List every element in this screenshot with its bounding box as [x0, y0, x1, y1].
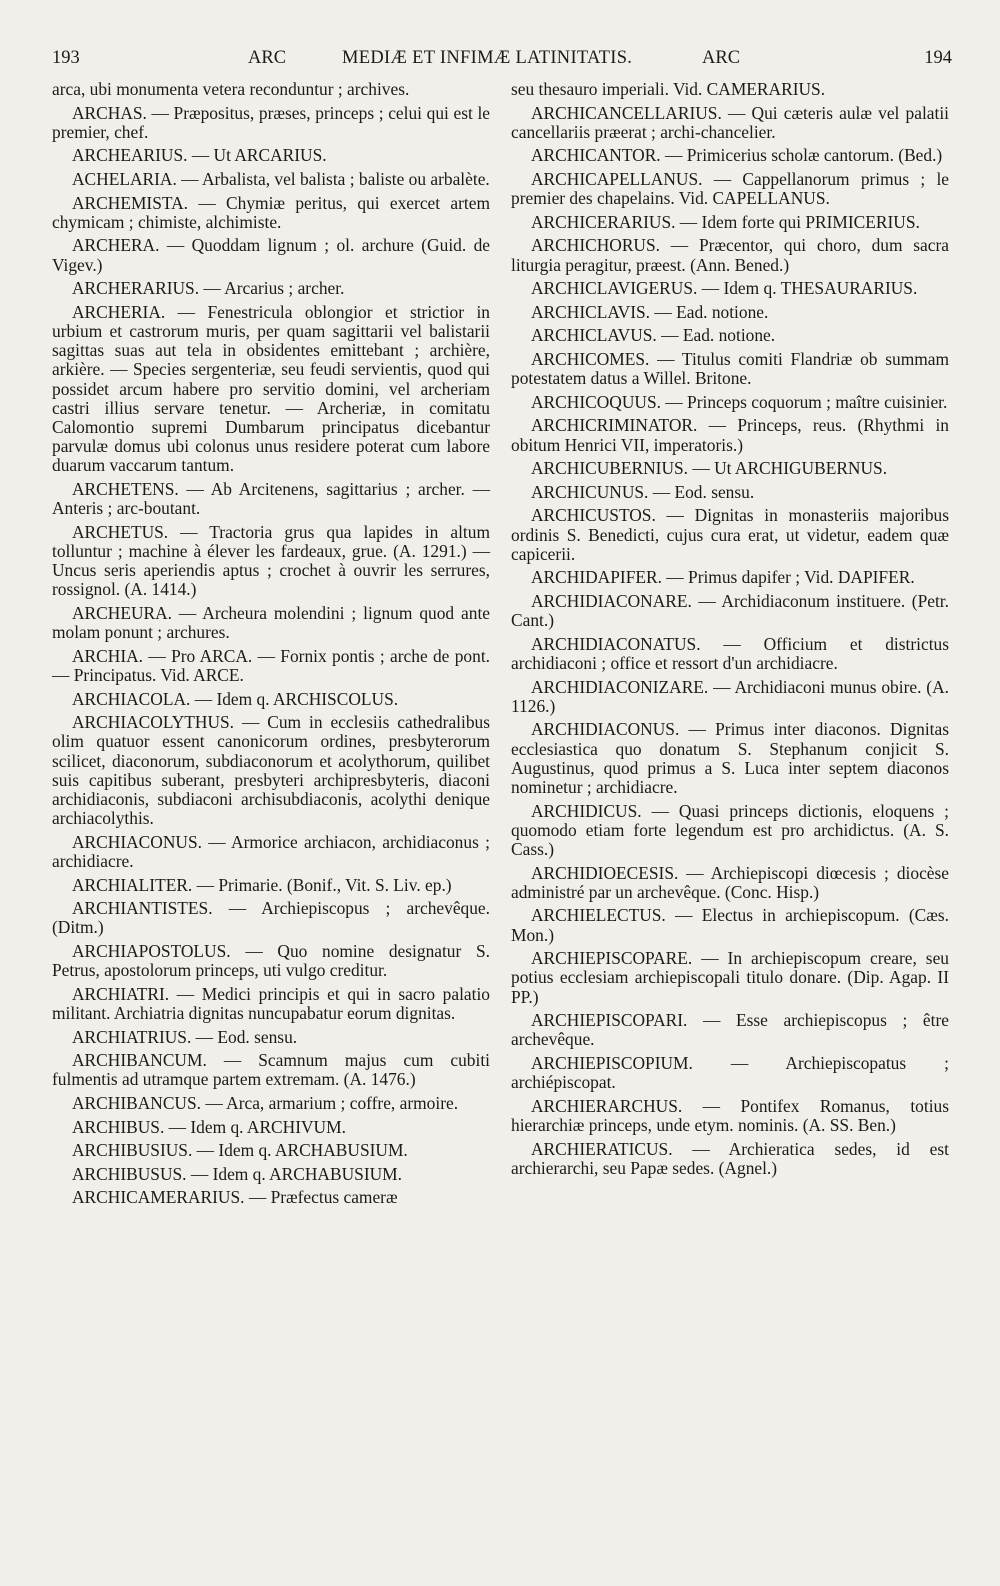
left-key-word: ARC — [248, 48, 287, 68]
dictionary-entry: ARCHIERATICUS. — Archieratica sedes, id est archierarchi, seu Papæ sedes. (Agnel.) — [511, 1138, 949, 1178]
dictionary-entry: ARCHICAMERARIUS. — Præfectus cameræ — [72, 1187, 398, 1208]
dictionary-entry: ARCHIEPISCOPARE. — In archiepiscopum creare, seu potius ecclesiam archiepiscopali titulo donare. (Dip. Agap. II PP.) — [511, 948, 949, 1007]
dictionary-entry: ARCHICUNUS. — Eod. sensu. — [531, 481, 755, 502]
dictionary-entry: ARCHERA. — Quoddam lignum ; ol. archure (Guid. de Vigev.) — [52, 235, 490, 275]
dictionary-entry: ARCHIDICUS. — Quasi princeps dictionis, eloquens ; quomodo etiam forte legendum est pro archidictus. (A. S. Cass.) — [511, 800, 949, 859]
dictionary-entry: ARCHICERARIUS. — Idem forte qui PRIMICERIUS. — [531, 211, 920, 232]
dictionary-entry: ARCHICLAVIS. — Ead. notione. — [531, 301, 769, 322]
dictionary-entry: ARCHICLAVUS. — Ead. notione. — [531, 325, 776, 346]
right-key-word: ARC — [702, 48, 741, 68]
dictionary-entry: seu thesauro imperiali. Vid. CAMERARIUS. — [511, 79, 826, 99]
dictionary-entry: ARCHIBANCUS. — Arca, armarium ; coffre, armoire. — [72, 1092, 459, 1113]
dictionary-entry: ARCHIDIACONATUS. — Officium et districtus archidiaconi ; office et ressort d'un archidiacre. — [511, 633, 949, 673]
dictionary-entry: ARCHERIA. — Fenestricula oblongior et strictior in urbium et castrorum muris, per quam sagittarii vel balistarii sagittas suas aut tela in obsidentes emittebant ; archière, arkière. — Species sergenteriæ, seu feudi servientis, quod qui possidet arcum habere pro servitio domini, vel archeriam castri illius servare tenetur. — Archeriæ, in comitatu Calomontio supremi Dumbarum principatus dicebantur parvulæ domus ubi colonus unus residere poterat cum labore duarum vaccarum tantum. — [52, 301, 490, 476]
dictionary-entry: ARCHIACOLYTHUS. — Cum in ecclesiis cathedralibus olim quatuor essent canonicorum ordines, presbyterorum scilicet, diaconorum, subdiaconorum et acolythorum, quilibet suis capitibus suberant, presbyteri archipresbyteris, diaconi archidiaconis, subdiaconi archisubdiaconis, acolythi denique archiacolythis. — [52, 712, 490, 829]
dictionary-entry: ARCHIEPISCOPIUM. — Archiepiscopatus ; archiépiscopat. — [511, 1052, 949, 1093]
dictionary-entry: ARCHERARIUS. — Arcarius ; archer. — [72, 278, 345, 299]
dictionary-entry: ARCHIDIACONUS. — Primus inter diaconos. Dignitas ecclesiastica quo donatum S. Stephanum conjicit S. Augustinus, quod primus a S. Luca inter septem diaconos nominetur ; archidiacre. — [511, 719, 949, 797]
dictionary-entry: ARCHICAPELLANUS. — Cappellanorum primus ; le premier des chapelains. Vid. CAPELLANUS. — [511, 168, 949, 209]
dictionary-entry: ARCHIBUSUS. — Idem q. ARCHABUSIUM. — [72, 1163, 402, 1184]
dictionary-entry: ARCHIANTISTES. — Archiepiscopus ; archevêque. (Ditm.) — [52, 898, 490, 938]
dictionary-entry: ARCHIBUS. — Idem q. ARCHIVUM. — [72, 1116, 346, 1137]
dictionary-entry: ACHELARIA. — Arbalista, vel balista ; baliste ou arbalète. — [72, 168, 490, 189]
dictionary-entry: ARCHIA. — Pro ARCA. — Fornix pontis ; arche de pont. — Principatus. Vid. ARCE. — [52, 645, 490, 685]
dictionary-entry: ARCHIACOLA. — Idem q. ARCHISCOLUS. — [72, 688, 399, 709]
dictionary-entry: ARCHIEPISCOPARI. — Esse archiepiscopus ; être archevêque. — [511, 1010, 949, 1050]
dictionary-entry: ARCHIDIACONARE. — Archidiaconum instituere. (Petr. Cant.) — [511, 590, 949, 631]
left-column — [52, 80, 490, 1212]
dictionary-entry: ARCHICOQUUS. — Princeps coquorum ; maître cuisinier. — [531, 391, 948, 412]
dictionary-entry: ARCHIDIACONIZARE. — Archidiaconi munus obire. (A. 1126.) — [511, 676, 949, 716]
dictionary-entry: ARCHIACONUS. — Armorice archiacon, archidiaconus ; archidiacre. — [52, 831, 490, 871]
dictionary-entry: ARCHIBUSIUS. — Idem q. ARCHABUSIUM. — [72, 1140, 408, 1161]
running-header — [52, 48, 952, 74]
dictionary-entry: ARCHETENS. — Ab Arcitenens, sagittarius ; archer. — Anteris ; arc-boutant. — [52, 478, 490, 519]
dictionary-entry: ARCHEARIUS. — Ut ARCARIUS. — [72, 145, 327, 166]
dictionary-entry: arca, ubi monumenta vetera reconduntur ; archives. — [52, 79, 410, 99]
left-page-number: 193 — [52, 48, 80, 68]
dictionary-entry: ARCHIELECTUS. — Electus in archiepiscopum. (Cæs. Mon.) — [511, 905, 949, 945]
dictionary-entry: ARCHICANTOR. — Primicerius scholæ cantorum. (Bed.) — [531, 145, 943, 166]
dictionary-entry: ARCHIALITER. — Primarie. (Bonif., Vit. S. Liv. ep.) — [72, 874, 452, 895]
dictionary-entry: ARCHIERARCHUS. — Pontifex Romanus, totius hierarchiæ princeps, unde etym. nominis. (A. SS. Ben.) — [511, 1095, 949, 1135]
dictionary-entry: ARCHEMISTA. — Chymiæ peritus, qui exercet artem chymicam ; chimiste, alchimiste. — [52, 192, 490, 232]
dictionary-entry: ARCHEURA. — Archeura molendini ; lignum quod ante molam ponunt ; archures. — [52, 602, 490, 643]
dictionary-entry: ARCHICHORUS. — Præcentor, qui choro, dum sacra liturgia peragitur, præest. (Ann. Bened.) — [511, 235, 949, 275]
dictionary-entry: ARCHICRIMINATOR. — Princeps, reus. (Rhythmi in obitum Henrici VII, imperatoris.) — [511, 415, 949, 455]
dictionary-entry: ARCHETUS. — Tractoria grus qua lapides in altum tolluntur ; machine à élever les fardeaux, grue. (A. 1291.) — Uncus seris aperiendis aptus ; crochet à ouvrir les serrures, rossignol. (A. 1414.) — [52, 521, 490, 600]
dictionary-entry: ARCHIAPOSTOLUS. — Quo nomine designatur S. Petrus, apostolorum princeps, uti vulgo creditur. — [52, 940, 490, 981]
dictionary-entry: ARCHICOMES. — Titulus comiti Flandriæ ob summam potestatem datus a Willel. Britone. — [511, 348, 949, 389]
header-title: MEDIÆ ET INFIMÆ LATINITATIS. — [342, 48, 633, 68]
right-column — [511, 80, 949, 1182]
dictionary-entry: ARCHICLAVIGERUS. — Idem q. THESAURARIUS. — [531, 278, 918, 299]
dictionary-entry: ARCHIDIOECESIS. — Archiepiscopi diœcesis ; diocèse administré par un archevêque. (Conc. Hisp.) — [511, 862, 949, 902]
dictionary-entry: ARCHIDAPIFER. — Primus dapifer ; Vid. DAPIFER. — [531, 567, 915, 588]
right-page-number: 194 — [924, 48, 952, 68]
dictionary-entry: ARCHICUBERNIUS. — Ut ARCHIGUBERNUS. — [531, 458, 888, 479]
dictionary-entry: ARCHIBANCUM. — Scamnum majus cum cubiti fulmentis ad utramque partem extremam. (A. 1476.) — [52, 1050, 490, 1090]
dictionary-entry: ARCHIATRI. — Medici principis et qui in sacro palatio militant. Archiatria dignitas nuncupabatur eorum dignitas. — [52, 983, 490, 1023]
dictionary-entry: ARCHICANCELLARIUS. — Qui cæteris aulæ vel palatii cancellariis præerat ; archi-chancelier. — [511, 102, 949, 142]
dictionary-entry: ARCHIATRIUS. — Eod. sensu. — [72, 1026, 298, 1047]
dictionary-entry: ARCHAS. — Præpositus, præses, princeps ; celui qui est le premier, chef. — [52, 102, 490, 142]
dictionary-entry: ARCHICUSTOS. — Dignitas in monasteriis majoribus ordinis S. Benedicti, cujus cura erat, ut videtur, eadem quæ capicerii. — [511, 505, 949, 564]
